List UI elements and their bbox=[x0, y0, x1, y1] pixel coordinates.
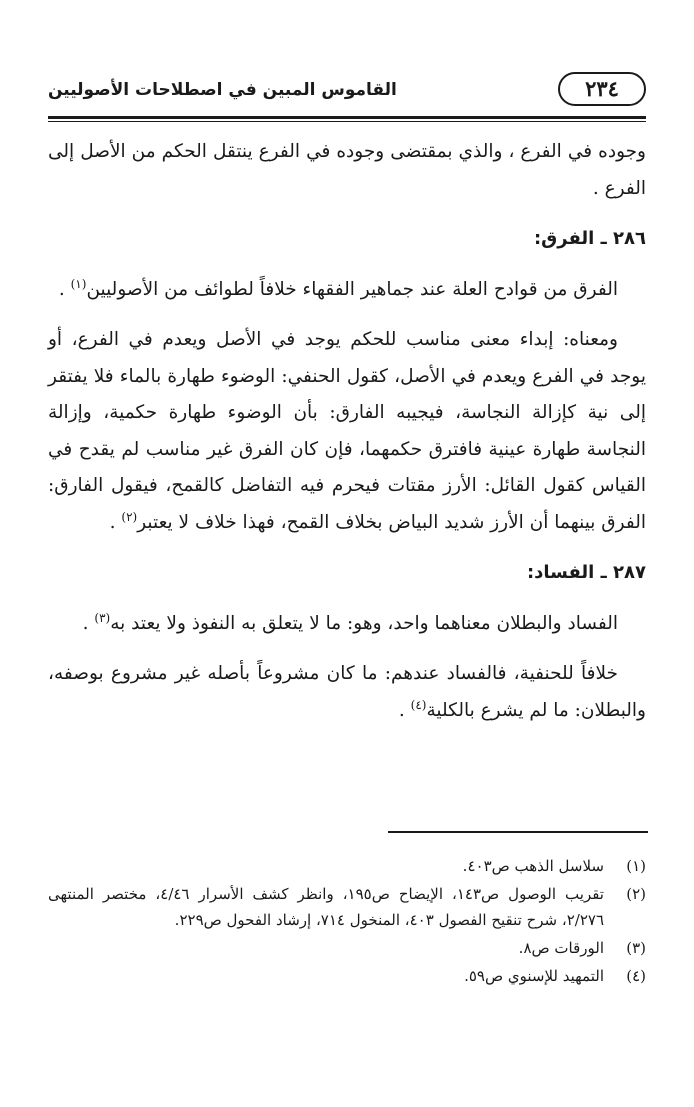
footnote-number: (٤) bbox=[626, 967, 646, 985]
entry-286-p2-end: . bbox=[109, 511, 122, 533]
running-title: القاموس المبين في اصطلاحات الأصوليين bbox=[48, 80, 397, 100]
footnote-number: (٣) bbox=[626, 939, 646, 957]
footnote-ref-4: (٤) bbox=[410, 697, 427, 712]
entry-286-p1-end: . bbox=[58, 278, 71, 300]
entry-286-p1-text: الفرق من قوادح العلة عند جماهير الفقهاء خلافاً لطوائف من الأصوليين bbox=[86, 278, 618, 300]
entry-287-paragraph-1 bbox=[48, 606, 646, 643]
footnote-number: (٢) bbox=[626, 885, 646, 903]
footnote-ref-2: (٢) bbox=[121, 509, 138, 524]
entry-287-p2-end: . bbox=[398, 699, 411, 721]
entry-heading-287: ٢٨٧ ـ الفساد: bbox=[526, 562, 646, 583]
footnote-ref-1: (١) bbox=[70, 276, 87, 291]
footnote-ref-3: (٣) bbox=[94, 610, 111, 625]
footnote-text: تقريب الوصول ص١٤٣، الإيضاح ص١٩٥، وانظر كشف الأسرار ٤/٤٦، مختصر المنتهى ٢/٢٧٦، شرح تنقيح الفصول ٤٠٣، المنخول ٧١٤، إرشاد الفحول ص٢٢٩. bbox=[48, 885, 604, 929]
footnote-3 bbox=[48, 935, 646, 961]
continuation-paragraph: وجوده في الفرع ، والذي بمقتضى وجوده في الفرع ينتقل الحكم من الأصل إلى الفرع . bbox=[48, 141, 646, 199]
footnote-text: الورقات ص٨. bbox=[518, 939, 604, 957]
entry-287-p2-text: خلافاً للحنفية، فالفساد عندهم: ما كان مشروعاً بأصله غير مشروع بوصفه، والبطلان: ما لم يشرع بالكلية bbox=[48, 663, 646, 721]
footnote-number: (١) bbox=[626, 857, 646, 875]
main-text bbox=[48, 134, 646, 729]
footnote-4 bbox=[48, 963, 646, 989]
footnote-separator bbox=[388, 831, 648, 833]
entry-286-paragraph-2 bbox=[48, 322, 646, 541]
header-rule-thin bbox=[48, 121, 646, 122]
entry-286-p2-text: ومعناه: إبداء معنى مناسب للحكم يوجد في الأصل ويعدم في الفرع، أو يوجد في الفرع ويعدم في الأصل، كقول الحنفي: الوضوء طهارة بالماء فلا يفتقر إلى نية كإزالة النجاسة، فيجيبه الفارق: بأن الوضوء طهارة حكمية، وإزالة النجاسة طهارة عينية فافترق حكمهما، فإن كان الفرق غير مناسب لم يقدح في القياس كقول القائل: الأرز مقتات فيحرم فيه التفاضل كالقمح، فيقول الفارق: الفرق بينهما أن الأرز شديد البياض بخلاف القمح، فهذا خلاف لا يعتبر bbox=[48, 329, 646, 533]
entry-heading-286: ٢٨٦ ـ الفرق: bbox=[533, 228, 646, 249]
entry-287-paragraph-2 bbox=[48, 656, 646, 729]
header-rule-thick bbox=[48, 116, 646, 119]
page-header bbox=[48, 68, 646, 114]
entry-286-paragraph-1 bbox=[48, 272, 646, 309]
footnote-text: التمهيد للإسنوي ص٥٩. bbox=[464, 967, 604, 985]
footnote-2 bbox=[48, 881, 646, 933]
footnotes bbox=[48, 853, 646, 989]
footnote-1 bbox=[48, 853, 646, 879]
footnote-text: سلاسل الذهب ص٤٠٣. bbox=[462, 857, 604, 875]
entry-287-p1-text: الفساد والبطلان معناهما واحد، وهو: ما لا يتعلق به النفوذ ولا يعتد به bbox=[110, 612, 618, 634]
entry-287-p1-end: . bbox=[82, 612, 95, 634]
page-number: ٢٣٤ bbox=[558, 72, 646, 106]
